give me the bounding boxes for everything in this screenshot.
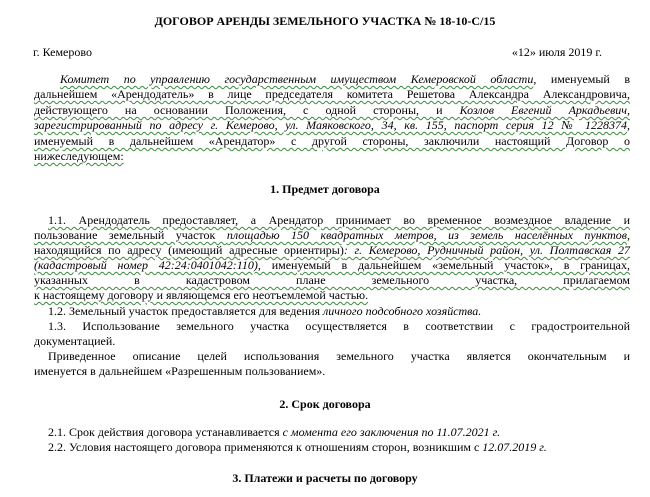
intro-line-5: именуемый в дальнейшем «Арендатор» с другой стороны, заключили настоящий Договор о xyxy=(34,134,630,148)
plot-area: площадью 150 квадратных метров, из земель населённых пунктов xyxy=(226,228,627,242)
s1-p1-line-4: (кадастровый номер 42:24:0401042:110), именуемый в дальнейшем «земельный участок», в границах, xyxy=(34,258,630,272)
section-1-heading: 1. Предмет договора xyxy=(270,182,380,196)
contract-date: «12» июля 2019 г. xyxy=(511,45,602,59)
intro-line-2: дальнейшем «Арендодатель» в лице председателя комитета Решетова Александра Александровича, xyxy=(34,87,630,101)
s1-p1-line-3: находящийся по адресу (имеющий адресные ориентиры): г. Кемерово, Рудничный район, ул. Полтавская 27 xyxy=(34,243,630,257)
section-2-heading: 2. Срок договора xyxy=(279,397,371,411)
city-label: г. Кемерово xyxy=(33,45,92,59)
s2-p1: 2.1. Срок действия договора устанавливается с момента его заключения по 11.07.2021 г. xyxy=(48,425,501,439)
section-3-heading: 3. Платежи и расчеты по договору xyxy=(232,471,418,485)
tenant-address: зарегистрированный по адресу г. Кемерово, ул. Маяковского, 34, кв. 155, паспорт серия 12 № 1228374 xyxy=(34,118,627,132)
plot-address: : г. Кемерово, Рудничный район, ул. Полтавская 27 xyxy=(343,243,630,257)
document-title: ДОГОВОР АРЕНДЫ ЗЕМЕЛЬНОГО УЧАСТКА № 18-10-С/15 xyxy=(154,14,496,28)
s1-p4-line-1: Приведенное описание целей использования земельного участка является окончательным и xyxy=(48,349,630,363)
intro-line-6: нижеследующем: xyxy=(34,149,124,163)
s1-p4-line-2: именуется в дальнейшем «Разрешенным пользованием». xyxy=(34,364,326,378)
s1-p3-line-2: документацией. xyxy=(34,334,116,348)
tenant-name: Козлов Евгений Аркадьевич, xyxy=(459,103,631,117)
s1-p3-line-1: 1.3. Использование земельного участка осуществляется в соответствии с градостроительной xyxy=(48,319,630,333)
intro-line-4: зарегистрированный по адресу г. Кемерово, ул. Маяковского, 34, кв. 155, паспорт серия 12 № 1228374, xyxy=(34,118,630,132)
s1-p1-line-5: указанных в кадастровом плане земельного участка, прилагаемом xyxy=(34,273,630,287)
cadastral-number: (кадастровый номер 42:24:0401042:110) xyxy=(34,258,258,272)
permitted-use: личного подсобного хозяйства. xyxy=(323,304,482,318)
intro-line-3: действующего на основании Положения, с одной стороны, и Козлов Евгений Аркадьевич, xyxy=(34,103,631,117)
s1-p1-line-6: к настоящему договору и являющемся его неотъемлемой частью. xyxy=(34,288,369,302)
s1-p2: 1.2. Земельный участок предоставляется для ведения личного подсобного хозяйства. xyxy=(48,304,482,318)
s1-p1-line-2: пользование земельный участок площадью 150 квадратных метров, из земель населённых пунктов, xyxy=(34,228,630,242)
effective-date: 12.07.2019 г. xyxy=(482,440,547,454)
s1-p1-line-1: 1.1. Арендодатель предоставляет, а Арендатор принимает во временное возмездное владение и xyxy=(48,213,630,227)
landlord-name: Комитет по управлению государственным имуществом Кемеровской области xyxy=(60,72,534,86)
intro-line-1: Комитет по управлению государственным имуществом Кемеровской области, именуемый в xyxy=(60,72,630,86)
s2-p2: 2.2. Условия настоящего договора применяются к отношениям сторон, возникшим с 12.07.2019 г. xyxy=(48,440,547,454)
contract-term: с момента его заключения по 11.07.2021 г. xyxy=(282,425,501,439)
